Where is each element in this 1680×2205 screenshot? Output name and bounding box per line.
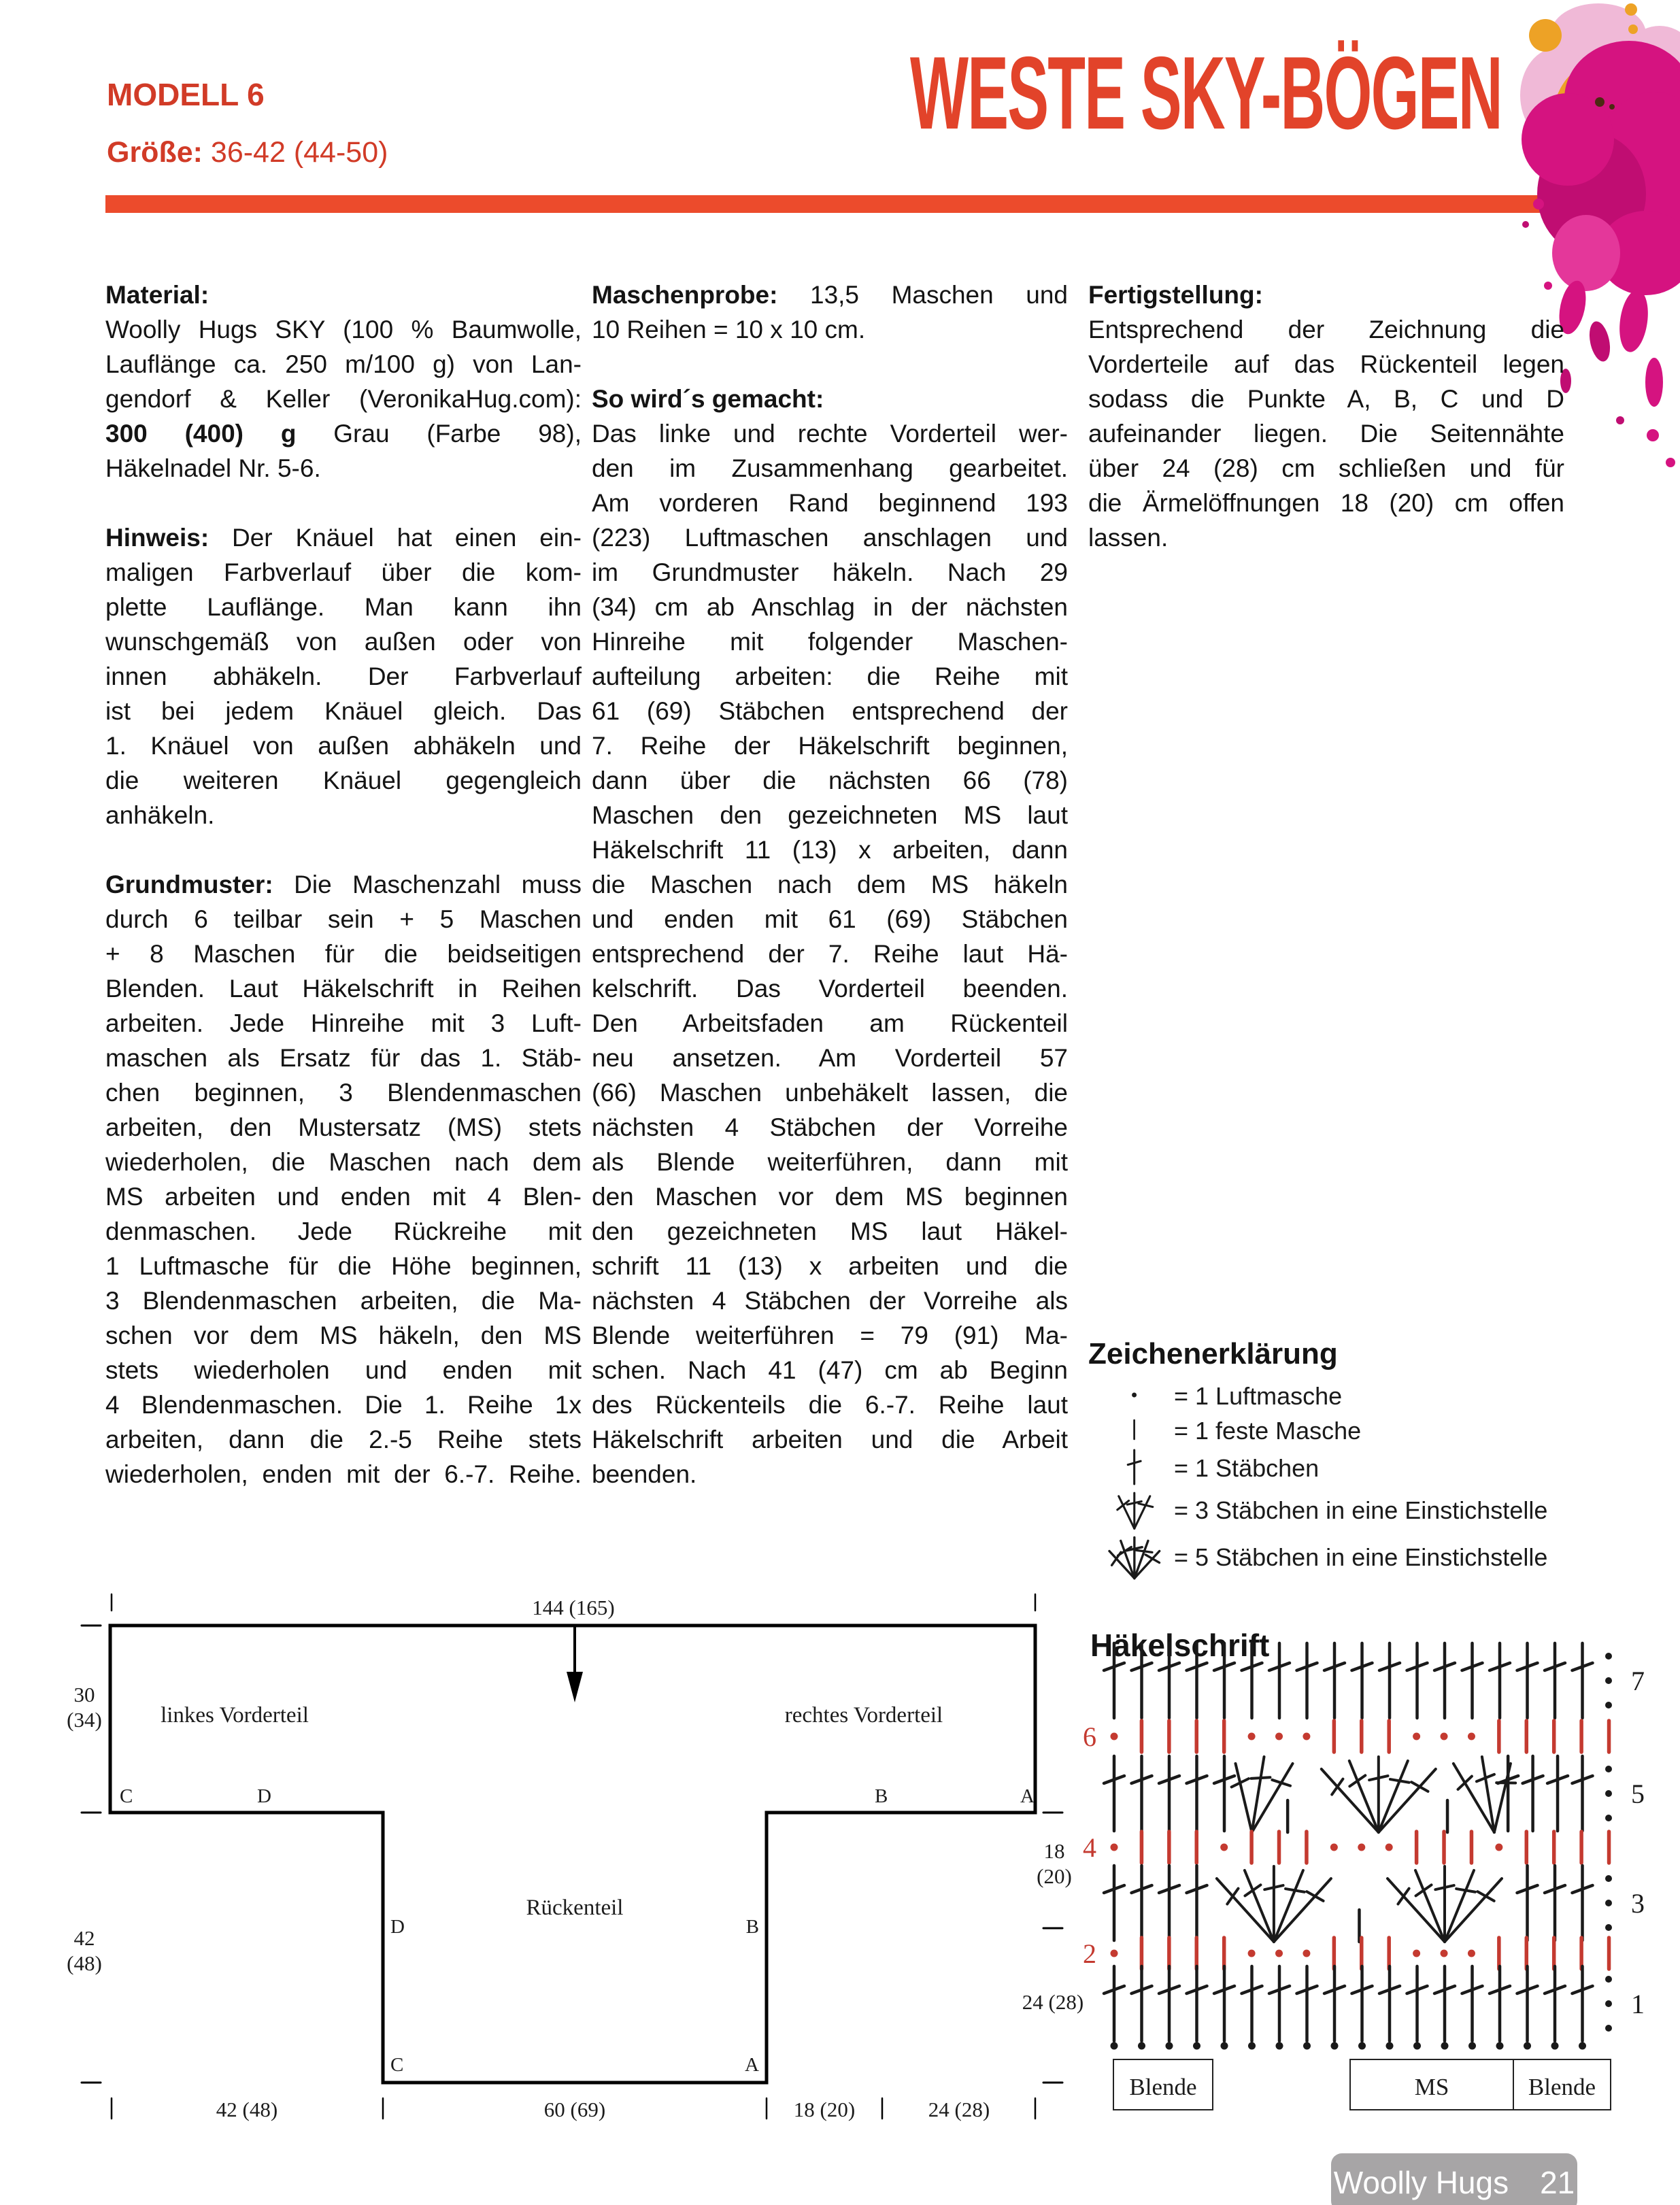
text-line: Woolly Hugs SKY (100 % Baumwolle, xyxy=(105,316,582,343)
text-line: plette Lauflänge. Man kann ihn xyxy=(105,593,582,621)
text-line: den im Zusammenhang gearbeitet. xyxy=(592,454,1068,482)
text-line: Das linke und rechte Vorderteil wer- xyxy=(592,420,1068,448)
text-line: die weiteren Knäuel gegengleich xyxy=(105,767,582,794)
text-line: nächsten 4 Stäbchen der Vorreihe xyxy=(592,1113,1068,1141)
text-line: 7. Reihe der Häkelschrift beginnen, xyxy=(592,732,1068,760)
paragraph xyxy=(1088,277,1564,555)
text-line: 61 (69) Stäbchen entsprechend der xyxy=(592,697,1068,725)
chart-row-6 xyxy=(1083,1721,1609,1752)
text-line: Den Arbeitsfaden am Rückenteil xyxy=(592,1009,1068,1037)
text-line: die Ärmelöffnungen 18 (20) cm offen xyxy=(1088,489,1564,517)
svg-text:Blende: Blende xyxy=(1528,2074,1596,2100)
text-line: Blenden. Laut Häkelschrift in Reihen xyxy=(105,975,582,1003)
text-line: Häkelnadel Nr. 5-6. xyxy=(105,454,321,482)
fan3-icon xyxy=(1094,1487,1174,1532)
legend-item-label: = 3 Stäbchen in eine Einstichstelle xyxy=(1174,1496,1548,1524)
chart-row-3 xyxy=(1104,1866,1645,1942)
svg-text:6: 6 xyxy=(1083,1721,1096,1752)
page-title: WESTE SKY-BÖGEN xyxy=(910,35,1502,151)
text-line: So wird´s gemacht: xyxy=(592,385,824,413)
svg-text:Rückenteil: Rückenteil xyxy=(526,1896,624,1920)
legend-item xyxy=(1094,1449,1638,1488)
text-line: (223) Luftmaschen anschlagen und xyxy=(592,524,1068,552)
text-line: wiederholen, die Maschen nach dem xyxy=(105,1148,582,1176)
text-line: Am vorderen Rand beginnend 193 xyxy=(592,489,1068,517)
svg-text:C: C xyxy=(120,1785,133,1807)
text-line: maschen als Ersatz für das 1. Stäb- xyxy=(105,1044,582,1072)
size-line xyxy=(107,136,388,169)
paragraph xyxy=(105,277,582,486)
svg-text:D: D xyxy=(390,1916,405,1938)
text-line: durch 6 teilbar sein + 5 Maschen xyxy=(105,905,582,933)
text-line: chen beginnen, 3 Blendenmaschen xyxy=(105,1079,582,1107)
model-number: MODELL 6 xyxy=(107,77,265,112)
text-line: sodass die Punkte A, B, C und D xyxy=(1088,385,1564,413)
text-line: Häkelschrift arbeiten und die Arbeit xyxy=(592,1426,1068,1453)
svg-text:A: A xyxy=(745,2054,759,2076)
svg-text:A: A xyxy=(1020,1785,1035,1807)
text-line: aufeinander liegen. Die Seitennähte xyxy=(1088,420,1564,448)
svg-text:rechtes Vorderteil: rechtes Vorderteil xyxy=(784,1703,943,1728)
text-line: ist bei jedem Knäuel gleich. Das xyxy=(105,697,582,725)
svg-text:2: 2 xyxy=(1083,1938,1096,1969)
text-line: innen abhäkeln. Der Farbverlauf xyxy=(105,662,582,690)
svg-text:Blende: Blende xyxy=(1129,2074,1197,2100)
svg-text:144 (165): 144 (165) xyxy=(532,1596,615,1619)
svg-text:60 (69): 60 (69) xyxy=(543,2098,606,2121)
svg-text:5: 5 xyxy=(1631,1779,1645,1809)
paragraph xyxy=(105,520,582,832)
text-line: stets wiederholen und enden mit xyxy=(105,1356,582,1384)
chart-row-2 xyxy=(1083,1938,1609,1969)
svg-text:B: B xyxy=(875,1785,888,1807)
text-line: 300 (400) g Grau (Farbe 98), xyxy=(105,420,582,448)
text-line: über 24 (28) cm schließen und für xyxy=(1088,454,1564,482)
legend-item xyxy=(1094,1379,1638,1413)
legend-item xyxy=(1094,1413,1638,1449)
legend-item-label: = 1 Stäbchen xyxy=(1174,1454,1320,1482)
text-line: Grundmuster: Die Maschenzahl muss xyxy=(105,871,582,898)
text-line: 1. Knäuel von außen abhäkeln und xyxy=(105,732,582,760)
legend-item xyxy=(1094,1488,1638,1533)
text-line: arbeiten, dann die 2.-5 Reihe stets xyxy=(105,1426,582,1453)
text-line: Fertigstellung: xyxy=(1088,281,1263,309)
text-line: Hinweis: Der Knäuel hat einen ein- xyxy=(105,524,582,552)
text-line: die Maschen nach dem MS häkeln xyxy=(592,871,1068,898)
text-line: als Blende weiterführen, dann mit xyxy=(592,1148,1068,1176)
svg-text:MS: MS xyxy=(1414,2074,1449,2100)
text-line: Maschenprobe: 13,5 Maschen und xyxy=(592,281,1068,309)
garment-schematic xyxy=(27,1585,1088,2149)
text-line: Material: xyxy=(105,281,209,309)
svg-text:C: C xyxy=(390,2054,404,2076)
footer-brand: Woolly Hugs xyxy=(1333,2165,1509,2200)
svg-text:linkes Vorderteil: linkes Vorderteil xyxy=(161,1703,309,1728)
chart-row-1 xyxy=(1104,1966,1645,2041)
text-line: Blende weiterführen = 79 (91) Ma- xyxy=(592,1322,1068,1349)
text-line: 10 Reihen = 10 x 10 cm. xyxy=(592,316,866,343)
paragraph xyxy=(105,867,582,1492)
page-footer xyxy=(1331,2153,1577,2205)
text-line: des Rückenteils die 6.-7. Reihe laut xyxy=(592,1391,1068,1419)
fan5-icon xyxy=(1094,1532,1174,1581)
svg-text:4: 4 xyxy=(1083,1832,1096,1863)
text-line: + 8 Maschen für die beidseitigen xyxy=(105,940,582,968)
text-line: und enden mit 61 (69) Stäbchen xyxy=(592,905,1068,933)
column-finishing xyxy=(1088,277,1564,555)
dc-icon xyxy=(1094,1447,1174,1487)
red-divider-bar xyxy=(105,195,1578,213)
text-line: MS arbeiten und enden mit 4 Blen- xyxy=(105,1183,582,1211)
text-line: Hinreihe mit folgender Maschen- xyxy=(592,628,1068,656)
text-line: schen vor dem MS häkeln, den MS xyxy=(105,1322,582,1349)
chart-row-4 xyxy=(1083,1832,1609,1863)
text-line: den Maschen vor dem MS beginnen xyxy=(592,1183,1068,1211)
svg-text:3: 3 xyxy=(1631,1888,1645,1919)
text-line: Entsprechend der Zeichnung die xyxy=(1088,316,1564,343)
fm-icon xyxy=(1094,1412,1174,1447)
svg-text:1: 1 xyxy=(1631,1989,1645,2019)
svg-text:7: 7 xyxy=(1631,1666,1645,1696)
symbol-legend xyxy=(1094,1379,1638,1582)
svg-text:42 (48): 42 (48) xyxy=(216,2098,278,2121)
svg-text:(34): (34) xyxy=(67,1708,102,1732)
column-material xyxy=(105,277,582,1492)
text-line: 1 Luftmasche für die Höhe beginnen, xyxy=(105,1252,582,1280)
svg-text:(48): (48) xyxy=(67,1951,102,1975)
legend-item-label: = 5 Stäbchen in eine Einstichstelle xyxy=(1174,1543,1548,1571)
text-line: den gezeichneten MS laut Häkel- xyxy=(592,1217,1068,1245)
text-line: 3 Blendenmaschen arbeiten, die Ma- xyxy=(105,1287,582,1315)
svg-text:B: B xyxy=(745,1916,759,1938)
text-line: schen. Nach 41 (47) cm ab Beginn xyxy=(592,1356,1068,1384)
size-label: Größe: xyxy=(107,136,203,169)
text-line: beenden. xyxy=(592,1460,697,1488)
text-line: kelschrift. Das Vorderteil beenden. xyxy=(592,975,1068,1003)
legend-item xyxy=(1094,1533,1638,1582)
svg-text:18: 18 xyxy=(1043,1839,1065,1863)
paragraph xyxy=(592,382,1068,1492)
svg-text:30: 30 xyxy=(73,1683,95,1706)
text-line: im Grundmuster häkeln. Nach 29 xyxy=(592,558,1068,586)
text-line: wiederholen, enden mit der 6.-7. Reihe. xyxy=(105,1460,582,1488)
text-line: gendorf & Keller (VeronikaHug.com): xyxy=(105,385,582,413)
text-line: Vorderteile auf das Rückenteil legen xyxy=(1088,350,1564,378)
text-line: (34) cm ab Anschlag in der nächsten xyxy=(592,593,1068,621)
text-line: schrift 11 (13) x arbeiten und die xyxy=(592,1252,1068,1280)
svg-text:D: D xyxy=(257,1785,271,1807)
text-line: anhäkeln. xyxy=(105,801,215,829)
size-value: 36-42 (44-50) xyxy=(202,136,388,169)
text-line: arbeiten. Jede Hinreihe mit 3 Luft- xyxy=(105,1009,582,1037)
text-line: maligen Farbverlauf über die kom- xyxy=(105,558,582,586)
text-line: aufteilung arbeiten: die Reihe mit xyxy=(592,662,1068,690)
paragraph xyxy=(592,277,1068,347)
footer-page-number: 21 xyxy=(1540,2165,1575,2200)
svg-text:24 (28): 24 (28) xyxy=(1022,1990,1084,2014)
text-line: arbeiten, den Mustersatz (MS) stets xyxy=(105,1113,582,1141)
svg-text:18 (20): 18 (20) xyxy=(793,2098,856,2121)
chart-row-7 xyxy=(1104,1643,1645,1718)
text-line: dann über die nächsten 66 (78) xyxy=(592,767,1068,794)
text-line: Maschen den gezeichneten MS laut xyxy=(592,801,1068,829)
chart-row-5 xyxy=(1104,1756,1645,1832)
svg-text:(20): (20) xyxy=(1037,1864,1072,1888)
text-line: Lauflänge ca. 250 m/100 g) von Lan- xyxy=(105,350,582,378)
text-line: nächsten 4 Stäbchen der Vorreihe als xyxy=(592,1287,1068,1315)
text-line: neu ansetzen. Am Vorderteil 57 xyxy=(592,1044,1068,1072)
chart-title: Häkelschrift xyxy=(1090,1628,1270,1663)
text-line: 4 Blendenmaschen. Die 1. Reihe 1x xyxy=(105,1391,582,1419)
crochet-chart xyxy=(1047,1592,1680,2136)
text-line: lassen. xyxy=(1088,524,1169,552)
text-line: entsprechend der 7. Reihe laut Hä- xyxy=(592,940,1068,968)
legend-heading: Zeichenerklärung xyxy=(1088,1337,1338,1370)
text-line: Häkelschrift 11 (13) x arbeiten, dann xyxy=(592,836,1068,864)
column-instructions xyxy=(592,277,1068,1492)
text-line: (66) Maschen unbehäkelt lassen, die xyxy=(592,1079,1068,1107)
legend-item-label: = 1 feste Masche xyxy=(1174,1417,1362,1445)
svg-text:42: 42 xyxy=(73,1926,95,1950)
ch-icon xyxy=(1094,1378,1174,1412)
text-line: denmaschen. Jede Rückreihe mit xyxy=(105,1217,582,1245)
svg-text:24 (28): 24 (28) xyxy=(928,2098,990,2121)
legend-item-label: = 1 Luftmasche xyxy=(1174,1382,1343,1410)
text-line: wunschgemäß von außen oder von xyxy=(105,628,582,656)
